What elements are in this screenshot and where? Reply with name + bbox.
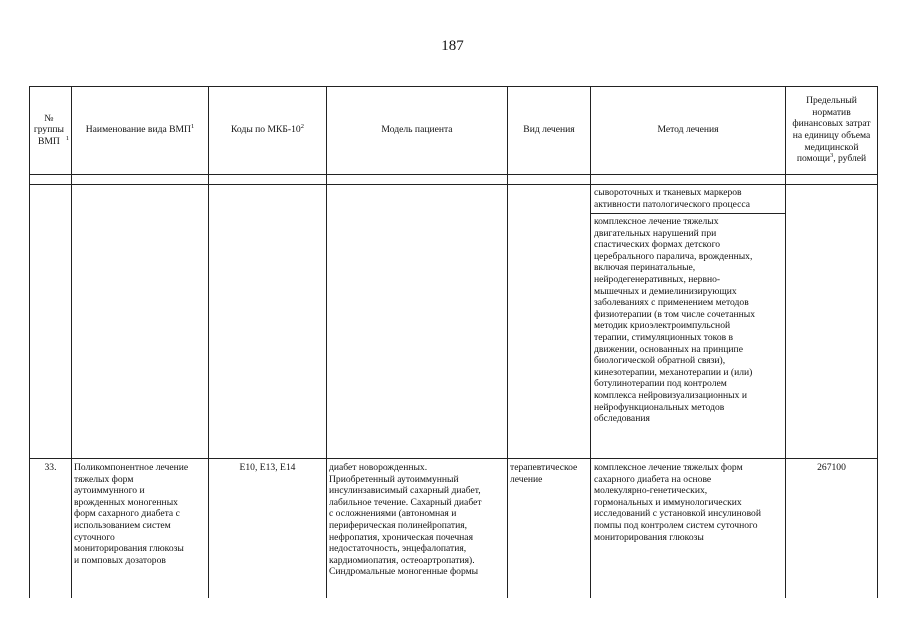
method-line: церебрального паралича, врожденных, (594, 250, 753, 262)
row33-icd-codes-text: E10, E13, E14 (239, 462, 296, 473)
header-treatment-type-text: Вид лечения (523, 124, 575, 136)
name-line: мониторирования глюкозы (74, 543, 184, 555)
method-line: терапии, стимуляционных токов в (594, 331, 734, 343)
method-line: ботулинотерапии под контролем (594, 378, 727, 390)
name-line: Поликомпонентное лечение (74, 462, 189, 473)
method-line: нейрофункциональных методов (594, 401, 725, 413)
row33-cost-norm (786, 462, 877, 474)
table-right-border (877, 86, 878, 598)
page-number: 187 (441, 38, 464, 54)
method-line: исследований с установкой инсулиновой (594, 508, 761, 520)
method-line: комплекса нейровизуализационных и (594, 389, 747, 401)
header-patient-model-text: Модель пациента (381, 124, 453, 136)
row33-number-text: 33. (44, 462, 57, 473)
header-cost-norm-suffix: , рублей (833, 153, 867, 165)
header-bottom-border (29, 174, 877, 175)
method-separator (590, 213, 785, 214)
row33-treatment-type (510, 462, 589, 485)
method-line: спастических формах детского (594, 239, 721, 251)
treatment-line: терапевтическое (510, 462, 578, 473)
method-line: нейродегенеративных, нервно- (594, 273, 721, 285)
method-line: помпы под контролем систем суточного (594, 519, 758, 531)
row33-vmp-name (74, 462, 207, 566)
spacer-row-border (29, 184, 877, 185)
header-treatment-type (508, 86, 590, 174)
method-line: комплексное лечение тяжелых форм (594, 462, 743, 473)
model-line: нефропатия, хроническая почечная (329, 531, 473, 543)
header-vmp-name-text: Наименование вида ВМП (85, 124, 191, 136)
method-line: мониторирования глюкозы (594, 531, 704, 543)
row33-patient-model (329, 462, 506, 578)
vmp-table (29, 86, 877, 598)
header-icd-codes-sup: 2 (300, 123, 304, 131)
method-line: гормональных и иммунологических (594, 496, 742, 508)
header-cost-norm-text: Предельный норматив финансовых затрат на единицу объема медицинской помощи (792, 95, 871, 165)
method-line: комплексное лечение тяжелых (594, 216, 719, 227)
row33-icd-codes (209, 462, 326, 474)
row33-number (30, 462, 71, 474)
method-line: мышечных и демиелинизирующих (594, 285, 737, 297)
model-line: диабет новорожденных. (329, 462, 428, 473)
method-line: обследования (594, 413, 650, 425)
model-line: недостаточность, энцефалопатия, (329, 543, 467, 555)
name-line: врожденных моногенных (74, 496, 178, 508)
model-line: с осложнениями (автономная и (329, 508, 457, 520)
header-treatment-method-text: Метод лечения (657, 124, 719, 136)
method-line: включая перинатальные, (594, 262, 696, 274)
name-line: тяжелых форм (74, 473, 134, 485)
row33-top-border (29, 458, 877, 459)
name-line: суточного (74, 531, 115, 543)
header-vmp-name (72, 86, 208, 174)
model-line: периферическая полинейропатия, (329, 519, 468, 531)
method-line: сывороточных и тканевых маркеров (594, 187, 742, 198)
header-group-number-sup: 1 (65, 134, 70, 142)
method-line: заболеваниях с применением методов (594, 297, 749, 309)
header-cost-norm-sup: 3 (829, 152, 834, 159)
model-line: Приобретенный аутоиммунный (329, 473, 459, 485)
method-line: физиотерапии (в том числе сочетанных (594, 308, 756, 320)
method-line: кинезотерапии, механотерапии и (или) (594, 366, 753, 378)
model-line: лабильное течение. Сахарный диабет (329, 496, 482, 508)
row33-treatment-method (594, 462, 784, 543)
method-line: двигательных нарушений при (594, 227, 717, 239)
method-line: движении, основанных на принципе (594, 343, 743, 355)
name-line: использованием систем (74, 519, 171, 531)
model-line: кардиомиопатия, остеоартропатия). (329, 554, 475, 566)
header-patient-model (327, 86, 507, 174)
name-line: и помповых дозаторов (74, 554, 166, 566)
header-group-number-text: № группы ВМП (33, 112, 64, 147)
continued-method-part2 (594, 216, 784, 425)
model-line: Синдромальные моногенные формы (329, 566, 479, 578)
model-line: инсулинзависимый сахарный диабет, (329, 485, 481, 497)
header-icd-codes (209, 86, 326, 174)
continued-method-part1 (594, 187, 784, 210)
header-group-number (30, 86, 71, 174)
treatment-line: лечение (510, 473, 543, 485)
name-line: форм сахарного диабета с (74, 508, 180, 520)
header-icd-codes-text: Коды по МКБ-10 (231, 124, 301, 136)
method-line: молекулярно-генетических, (594, 485, 708, 497)
name-line: аутоиммунного и (74, 485, 145, 497)
row33-cost-norm-text: 267100 (817, 462, 846, 473)
method-line: сахарного диабета на основе (594, 473, 712, 485)
header-treatment-method (591, 86, 785, 174)
method-line: биологической обратной связи), (594, 355, 726, 367)
method-line: методик криоэлектроимпульсной (594, 320, 731, 332)
method-line: активности патологического процесса (594, 198, 751, 210)
header-vmp-name-sup: 1 (190, 123, 195, 131)
header-cost-norm (786, 86, 877, 174)
